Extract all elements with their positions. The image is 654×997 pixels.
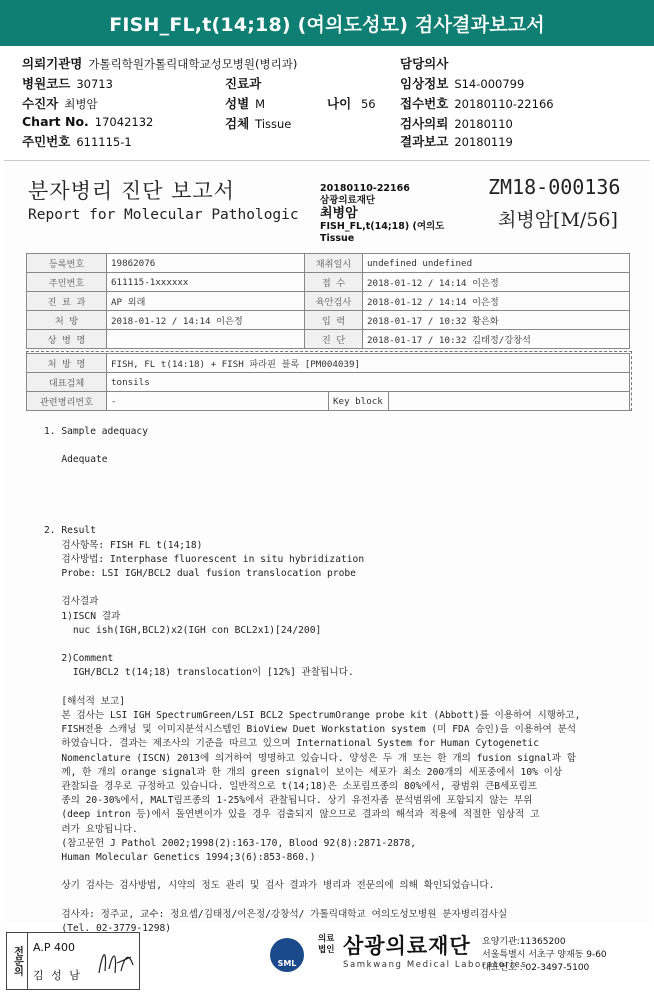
stamp-line: FISH_FL,t(14;18) (여의도 [320, 221, 445, 232]
body-line: 검사자: 정주교, 교수: 정요셉/김태정/이은정/강창석/ 가톨릭대학교 여의도성모병원 분자병리검사실 [44, 908, 508, 920]
logo-english: Samkwang Medical Laboratories [343, 960, 528, 970]
body-line: 2)Comment [44, 653, 114, 665]
order-key: 대표검체 [27, 373, 107, 392]
body-line: 종의 20-30%에서, MALT림프종의 1-25%에서 관찰됩니다. 상기 유전자좀 분석범위에 포함되지 않는 부위 [44, 795, 533, 807]
table-row [27, 311, 630, 330]
stamp-line: 삼광의료재단 [320, 194, 376, 206]
body-line: (Tel. 02-3779-1298) [44, 922, 172, 934]
body-line: (deep intron 등)에서 돌연변이가 있을 경우 검출되지 않으므로 결과의 해석과 적용에 적절한 임상적 고 [44, 809, 540, 821]
patient-tag: 최병암[M/56] [498, 209, 618, 231]
table-row [27, 273, 630, 292]
body-line: IGH/BCL2 t(14;18) translocation이 [12%] 관찰됩니다. [44, 667, 354, 679]
info-value [107, 330, 305, 349]
body-line: 1. Sample adequacy [44, 426, 148, 437]
table-row [27, 392, 630, 411]
field-label: 주민번호 [22, 134, 71, 149]
info-value: 2018-01-17 / 10:32 김태정/강창석 [363, 330, 630, 349]
body-line [44, 894, 580, 908]
info-key: 채취일시 [305, 254, 363, 273]
body-line: 상기 검사는 검사방법, 시약의 정도 관리 및 검사 결과가 병리과 전문의에 의해 확인되었습니다. [44, 880, 495, 892]
age-label: 나이 [327, 96, 352, 111]
info-key: 입 력 [305, 311, 363, 330]
report-title: FISH_FL,t(14;18) (여의도성모) 검사결과보고서 [0, 0, 654, 46]
specialist-label: 전문의 [7, 933, 28, 989]
field-value: 최병암 [64, 97, 98, 111]
report-title-ko: 분자병리 진단 보고서 [28, 179, 235, 203]
contact-info [482, 936, 607, 975]
field-label: 검체 [225, 116, 250, 131]
field-label: 진료과 [225, 76, 262, 91]
stamp-line: Tissue [320, 232, 355, 244]
pathologist-name: 김 성 남 [33, 969, 82, 982]
table-row [27, 373, 630, 392]
field-label: 의뢰기관명 [22, 56, 83, 71]
field-value: 20180119 [454, 135, 513, 149]
body-line: Nomenclature (ISCN) 2013에 의거하여 명명하고 있습니다. 양성은 두 개 또는 한 개의 fusion signal과 함 [44, 752, 577, 764]
stamp-line: 20180110-22166 [320, 183, 410, 194]
specimen-stamp [320, 183, 444, 244]
body-line: 검사결과 [44, 596, 99, 608]
info-key: 상 병 명 [27, 330, 107, 349]
body-line: 께, 한 개의 orange signal과 한 개의 green signal이 보이는 세포가 최소 200개의 세포중에서 10% 이상 [44, 766, 563, 778]
header-field [22, 94, 98, 112]
info-key: 처 방 [27, 311, 107, 330]
body-line: [해석적 보고] [44, 695, 125, 707]
field-label: 성별 [225, 96, 250, 111]
order-key: Key block [329, 392, 389, 411]
order-value [389, 392, 630, 411]
info-key: 주민번호 [27, 273, 107, 292]
contact-line: 서울특별시 서초구 양재동 9-60 [482, 950, 607, 960]
body-line [44, 681, 580, 695]
logo-small-line: 의료 [318, 934, 335, 944]
header-field [22, 114, 153, 129]
field-label: 병원코드 [22, 76, 71, 91]
order-value: tonsils [107, 373, 630, 392]
body-line [44, 468, 580, 482]
body-line: (참고문헌 J Pathol 2002;1998(2):163-170, Blood 92(8):2871-2878, [44, 837, 417, 849]
body-line [44, 865, 580, 879]
body-line: 검사방법: Interphase fluorescent in situ hybridization [44, 553, 365, 565]
license-number: A.P 400 [33, 941, 75, 954]
field-label: 검사의뢰 [400, 116, 449, 131]
field-label: 임상정보 [400, 76, 449, 91]
body-line: 2. Result [44, 525, 96, 537]
body-line [44, 482, 580, 496]
footer [0, 924, 654, 997]
field-value: 30713 [76, 77, 113, 91]
field-value: 가톨릭학원가톨릭대학교성모병원(병리과) [88, 57, 298, 71]
body-line: FISH전용 스캐닝 및 이미지분석시스템인 BioView Duet Workstation system (미 FDA 승인)을 이용하여 분석 [44, 724, 577, 736]
logo-small-line: 법인 [318, 945, 335, 955]
info-value: 611115-1xxxxxx [107, 273, 305, 292]
field-value: 20180110 [454, 117, 513, 131]
body-line [44, 439, 580, 453]
info-key: 진 료 과 [27, 292, 107, 311]
header-field [225, 74, 267, 92]
info-value: AP 외래 [107, 292, 305, 311]
info-key: 접 수 [305, 273, 363, 292]
contact-line: 요양기관:11365200 [482, 937, 566, 947]
info-key: 등록번호 [27, 254, 107, 273]
order-key: 처 방 명 [27, 354, 107, 373]
table-row [27, 330, 630, 349]
info-value: 2018-01-12 / 14:14 이은정 [363, 273, 630, 292]
field-label: Chart No. [22, 114, 89, 129]
header-field [22, 132, 132, 150]
header-field [22, 74, 113, 92]
field-value: 611115-1 [76, 135, 132, 149]
signature-icon [95, 943, 135, 979]
header-field [400, 74, 524, 92]
field-value: 20180110-22166 [454, 97, 554, 111]
field-label: 결과보고 [400, 134, 449, 149]
field-value: Tissue [255, 117, 292, 131]
order-table [26, 353, 630, 411]
header-field [400, 54, 454, 72]
body-line: Probe: LSI IGH/BCL2 dual fusion translocation probe [44, 567, 356, 579]
body-line: 하였습니다. 결과는 제조사의 기준을 따르고 있으며 International System for Human Cytogenetic [44, 738, 539, 750]
field-label: 접수번호 [400, 96, 449, 111]
field-label: 담당의사 [400, 56, 449, 71]
body-line: Human Molecular Genetics 1994;3(6):853-860.) [44, 851, 316, 863]
body-line: 본 검사는 LSI IGH SpectrumGreen/LSI BCL2 SpectrumOrange probe kit (Abbott)를 이용하여 시행하고, [44, 709, 581, 721]
age-field [327, 94, 376, 112]
body-line: 1)ISCN 결과 [44, 610, 121, 622]
logo-name: 삼광의료재단 [343, 934, 471, 958]
order-key: 관련병리번호 [27, 392, 107, 411]
body-line [44, 496, 580, 510]
age-value: 56 [360, 97, 376, 111]
field-value: M [255, 97, 266, 111]
body-line: 관찰되을 경우로 규정하고 있습니다. 일반적으로 t(14;18)은 소포림프종의 80%에서, 광범위 큰B세포림프 [44, 780, 538, 792]
header-field [225, 114, 291, 132]
report-body [44, 425, 580, 936]
scanned-report [4, 160, 650, 934]
info-key: 육안검사 [305, 292, 363, 311]
header-field [225, 94, 265, 112]
table-row [27, 254, 630, 273]
table-row [27, 354, 630, 373]
field-label: 수진자 [22, 96, 59, 111]
field-value: 17042132 [94, 115, 154, 129]
info-value: undefined undefined [363, 254, 630, 273]
stamp-line: 최병암 [320, 206, 358, 221]
body-line [44, 510, 580, 524]
report-title-en: Report for Molecular Pathologic [28, 207, 299, 223]
order-value: - [107, 392, 329, 411]
body-line: 려가 요망됩니다. [44, 823, 138, 835]
body-line: Adequate [44, 454, 108, 466]
body-line [44, 581, 580, 595]
body-line: 검사항목: FISH FL t(14;18) [44, 539, 203, 551]
info-key: 진 단 [305, 330, 363, 349]
info-value: 2018-01-12 / 14:14 이은정 [363, 292, 630, 311]
header-field [400, 94, 554, 112]
pathologist-box [6, 932, 140, 990]
order-value: FISH, FL t(14:18) + FISH 파라핀 블록 [PM004039] [107, 354, 630, 373]
info-value: 19862076 [107, 254, 305, 273]
header-field [400, 114, 513, 132]
sml-logo-icon: SML [270, 938, 304, 972]
table-row [27, 292, 630, 311]
info-value: 2018-01-17 / 10:32 황은화 [363, 311, 630, 330]
logo-corp-label [318, 934, 334, 956]
header-field [400, 132, 513, 150]
body-line: nuc ish(IGH,BCL2)x2(IGH con BCL2x1)[24/200] [44, 624, 322, 636]
header-field [22, 54, 297, 72]
zm-number: ZM18-000136 [488, 175, 621, 199]
body-line [44, 638, 580, 652]
field-value: S14-000799 [454, 77, 525, 91]
info-table [26, 253, 630, 349]
info-value: 2018-01-12 / 14:14 이은정 [107, 311, 305, 330]
contact-line: 대표번호 : 02-3497-5100 [482, 963, 590, 973]
